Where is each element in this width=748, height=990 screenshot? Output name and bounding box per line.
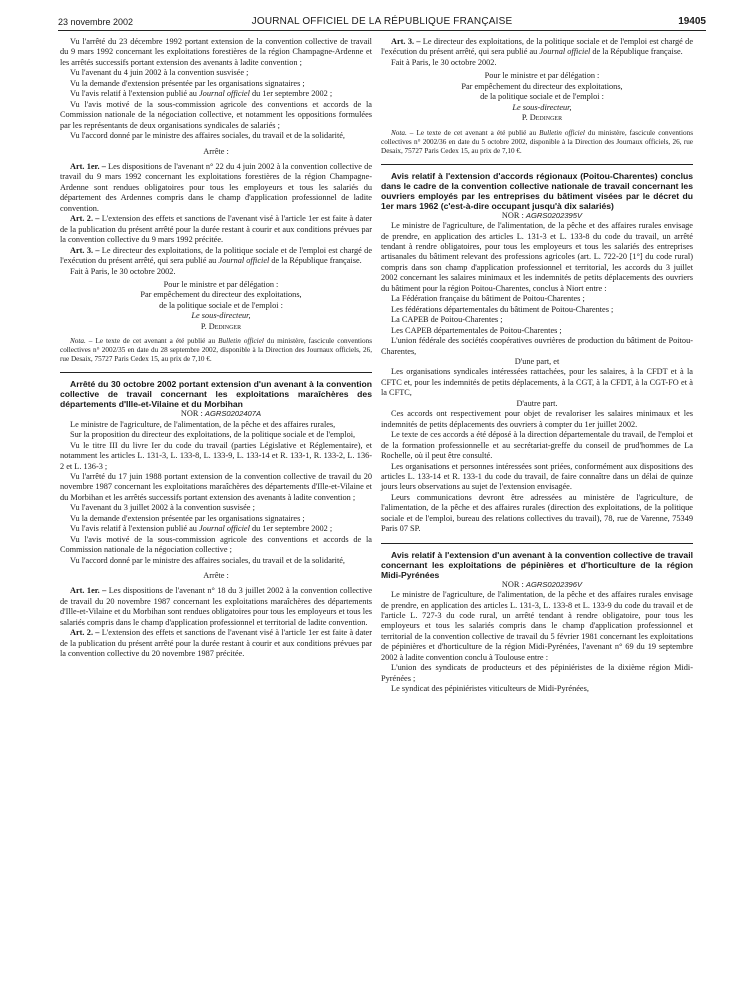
- signatory-name: P. Dedinger: [521, 113, 563, 123]
- signature-line: Par empêchement du directeur des exploitations,: [140, 290, 302, 300]
- article-1: Art. 1er. – Les dispositions de l'avenant n° 18 du 3 juillet 2002 à la convention collective de travail du 20 novembre 1987 concernant les exploitations maraîchères des départements d'Ille-et-Vilaine et du Morbihan sont rendues obligatoires pour tous les employeurs et tous les salariés compris dans le champ d'application professionnel et territorial de ladite convention.: [60, 586, 373, 627]
- section-rule: [381, 543, 693, 544]
- signature-line: Pour le ministre et par délégation :: [484, 71, 600, 81]
- paragraph: Le syndicat des pépiniéristes viticulteurs de Midi-Pyrénées,: [391, 684, 589, 694]
- signature-line: Par empêchement du directeur des exploitations,: [461, 81, 623, 91]
- signature-line: de la politique sociale et de l'emploi :: [480, 92, 604, 102]
- paragraph: Vu la demande d'extension présentée par les organisations signataires ;: [70, 513, 305, 523]
- arrete-heading: Arrête :: [203, 571, 229, 581]
- paragraph: Ces accords ont respectivement pour objet de revaloriser les salaires minimaux et les indemnités de petits déplacements des ouvriers à compter du 1er juillet 2002.: [381, 409, 693, 429]
- paragraph: Vu l'avenant du 3 juillet 2002 à la convention susvisée ;: [70, 503, 255, 513]
- paragraph: Vu l'avis relatif à l'extension publié au Journal officiel du 1er septembre 2002 ;: [70, 524, 333, 534]
- paragraph: Vu l'arrêté du 17 juin 1988 portant extension de la convention collective de travail du 20 novembre 1987 concernant les exploitations maraîchères des départements d'Ille-et-Vilaine et du Morbihan et les arrêtés successifs portant extension des avenants à ladite convention ;: [60, 471, 372, 502]
- article-2: Art. 2. – L'extension des effets et sanctions de l'avenant visé à l'article 1er est faite à dater de la publication du présent arrêté pour la durée restant à courir et aux conditions prévues par la convention collective du 9 mars 1992 précitée.: [60, 214, 373, 245]
- nor-reference: NOR : AGRS0202396V: [501, 579, 583, 589]
- paragraph: Vu l'avenant du 4 juin 2002 à la convention susvisée ;: [70, 68, 249, 78]
- paragraph: Vu l'avis motivé de la sous-commission agricole des conventions et accords de la Commission nationale de la négociation collective, et notamment les oppositions formulées par les représentants de deux organisations syndicales de salariés ;: [60, 99, 372, 130]
- signature-title: Le sous-directeur,: [512, 102, 572, 112]
- nor-reference: NOR : AGRS0202395V: [501, 210, 583, 220]
- paragraph: Vu le titre III du livre Ier du code du travail (parties Législative et Réglementaire), et notamment les articles L. 131-3, L. 133-8, L. 133-9, L. 133-14 et R. 133-1, R. 133-2, L. 136-2 et L. 136-3 ;: [60, 440, 372, 471]
- paragraph: Le texte de ces accords a été déposé à la direction départementale du travail, de l'emploi et de la formation professionnelle et au secrétariat-greffe du conseil de prud'hommes de La Rochelle, où il peut être consulté.: [381, 430, 693, 461]
- paragraph: La CAPEB de Poitou-Charentes ;: [391, 315, 503, 325]
- signatory-name: P. Dedinger: [200, 321, 242, 331]
- paragraph: La Fédération française du bâtiment de Poitou-Charentes ;: [391, 294, 585, 304]
- paragraph: L'union des syndicats de producteurs et des pépiniéristes de la dixième région Midi-Pyrénées ;: [381, 663, 693, 683]
- article-3: Art. 3. – Le directeur des exploitations, de la politique sociale et de l'emploi est chargé de l'exécution du présent arrêté, qui sera publié au Journal officiel de la République française.: [60, 245, 372, 266]
- paragraph: Le ministre de l'agriculture, de l'alimentation, de la pêche et des affaires rurales envisage de prendre, en application des articles L. 131-3, L. 133-8 et L. 133-9 du code du travail et de l'article L. 727-3 du code rural, un arrêté tendant à rendre obligatoire, pour tous les employeurs et tous les salariés compris dans le champ d'application professionnel et territorial de la convention collective de travail du 5 février 1981 concernant les exploitations de pépinières et d'horticulture de la région Midi-Pyrénées, l'avenant n° 69 du 19 septembre 2002 à ladite convention conclu à Toulouse entre :: [381, 590, 693, 662]
- paragraph: Les fédérations départementales du bâtiment de Poitou-Charentes ;: [391, 304, 614, 314]
- paragraph: Leurs communications devront être adressées au ministère de l'agriculture, de l'alimentation, de la pêche et des affaires rurales (direction des exploitations, de la politique sociale et de l'emploi, bureau des relations collectives du travail), 78, rue de Varenne, 75349 Paris 07 SP.: [381, 492, 693, 534]
- paragraph: D'une part, et: [514, 356, 560, 366]
- page-header: [58, 14, 706, 30]
- signature-line: de la politique sociale et de l'emploi :: [159, 300, 283, 310]
- article-1: Art. 1er. – Les dispositions de l'avenant n° 22 du 4 juin 2002 à la convention collective de travail du 9 mars 1992 concernant les exploitations forestières de la région Champagne-Ardenne sont rendues obligatoires pour tous les employeurs et tous les salariés du département des Ardennes compris dans le champ d'application professionnel de ladite convention.: [60, 161, 372, 213]
- journal-title: JOURNAL OFFICIEL DE LA RÉPUBLIQUE FRANÇAISE: [251, 16, 513, 27]
- article-2: Art. 2. – L'extension des effets et sanctions de l'avenant visé à l'article 1er est faite à dater de la publication du présent arrêté pour la durée restant à courir et aux conditions prévues par la convention collective du 20 novembre 1987 précitée.: [60, 628, 373, 659]
- nota: Nota. – Le texte de cet avenant a été publié au Bulletin officiel du ministère, fascicule conventions collectives n° 2002/35 en date du 28 septembre 2002, disponible à la Direction des Journaux officiels, 26, rue Desaix, 75727 Paris Cedex 15, au prix de 7,10 €.: [60, 337, 372, 364]
- notice-title: Avis relatif à l'extension d'un avenant à la convention collective de travail concernant les exploitations de pépinières et d'horticulture de la région Midi-Pyrénées: [381, 549, 693, 580]
- paragraph: Vu l'avis relatif à l'extension publié au Journal officiel du 1er septembre 2002 ;: [70, 89, 333, 99]
- signature-title: Le sous-directeur,: [191, 311, 251, 321]
- decree-title: Arrêté du 30 octobre 2002 portant extension d'un avenant à la convention collective de travail concernant les exploitations maraîchères des départements d'Ille-et-Vilaine et du Morbihan: [60, 379, 372, 410]
- section-rule: [60, 372, 372, 373]
- paragraph: Vu l'avis motivé de la sous-commission agricole des conventions et accords de la Commission nationale de la négociation collective ;: [60, 534, 372, 555]
- notice-title: Avis relatif à l'extension d'accords régionaux (Poitou-Charentes) conclus dans le cadre de la convention collective nationale de travail concernant les ouvriers employés par les entreprises du bâtiment visées par le décret du 1er mars 1962 (c'est-à-dire occupant jusqu'à dix salariés): [381, 170, 693, 211]
- paragraph: Vu l'accord donné par le ministre des affaires sociales, du travail et de la solidarité,: [70, 131, 346, 141]
- paragraph: Vu la demande d'extension présentée par les organisations signataires ;: [70, 78, 305, 88]
- signed-place-date: Fait à Paris, le 30 octobre 2002.: [70, 266, 176, 276]
- left-column: [60, 37, 372, 660]
- signature-line: Pour le ministre et par délégation :: [163, 279, 279, 289]
- header-rule: [58, 30, 706, 31]
- paragraph: Vu l'arrêté du 23 décembre 1992 portant extension de la convention collective de travail du 9 mars 1992 concernant les exploitations forestières de la région Champagne-Ardenne et les arrêtés successifs portant extension des avenants à ladite convention ;: [60, 37, 372, 67]
- signed-place-date: Fait à Paris, le 30 octobre 2002.: [391, 57, 497, 67]
- header-date: 23 novembre 2002: [58, 17, 134, 27]
- article-3: Art. 3. – Le directeur des exploitations, de la politique sociale et de l'emploi est chargé de l'exécution du présent arrêté, qui sera publié au Journal officiel de la République française.: [381, 37, 693, 57]
- paragraph: Le ministre de l'agriculture, de l'alimentation, de la pêche et des affaires rurales envisage de prendre, en application des articles L. 131-3 et L. 133-8 du code du travail, un arrêté tendant à rendre obligatoires, pour tous les employeurs et tous les salariés des entreprises artisanales du bâtiment relevant des professions agricoles (art. L. 722-20 [1°] du code rural) compris dans son champ d'application professionnel et territorial, les accords du 3 juillet 2002 concernant les salaires minimaux et les indemnités de petits déplacements des ouvriers du bâtiment pour la région Poitou-Charentes, conclus à Niort entre :: [381, 221, 693, 293]
- paragraph: D'autre part.: [516, 398, 558, 408]
- paragraph: L'union fédérale des sociétés coopératives ouvrières de production du bâtiment de Poitou-Charentes,: [381, 336, 693, 356]
- paragraph: Vu l'accord donné par le ministre des affaires sociales, du travail et de la solidarité,: [70, 555, 346, 565]
- nor-reference: NOR : AGRS0202407A: [180, 409, 262, 419]
- paragraph: Les CAPEB départementales de Poitou-Charentes ;: [391, 325, 562, 335]
- arrete-heading: Arrête :: [203, 146, 229, 156]
- right-column: [381, 37, 693, 695]
- section-rule: [381, 164, 693, 165]
- page-number: 19405: [678, 16, 706, 27]
- nota: Nota. – Le texte de cet avenant a été publié au Bulletin officiel du ministère, fascicule conventions collectives n° 2002/36 en date du 5 octobre 2002, disponible à la Direction des Journaux officiels, 26, rue Desaix, 75727 Paris Cedex 15, au prix de 7,10 €.: [381, 128, 693, 155]
- paragraph: Le ministre de l'agriculture, de l'alimentation, de la pêche et des affaires rurales,: [70, 419, 336, 429]
- paragraph: Les organisations syndicales intéressées rattachées, pour les salaires, à la CFDT et à la CFTC et, pour les indemnités de petits déplacements, à la CGT, à la CFDT, à la CGT-FO et à la CFTC,: [381, 367, 693, 398]
- paragraph: Sur la proposition du directeur des exploitations, de la politique sociale et de l'emploi,: [70, 430, 356, 440]
- paragraph: Les organisations et personnes intéressées sont priées, conformément aux dispositions des articles L. 133-14 et R. 133-1 du code du travail, de faire connaître dans un délai de quinze jours leurs observations au sujet de l'extension envisagée.: [381, 461, 693, 492]
